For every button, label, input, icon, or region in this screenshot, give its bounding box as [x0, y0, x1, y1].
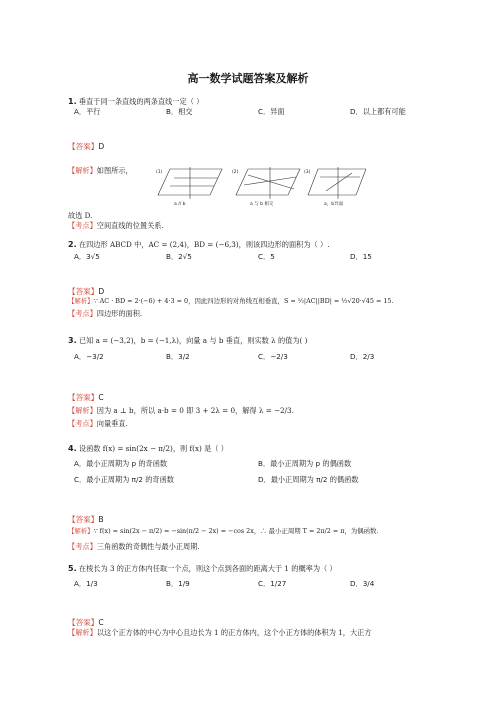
option-c: C．5	[258, 252, 275, 261]
fig-caption-1: a // b	[174, 202, 186, 207]
answer-tag: 【答案】	[68, 142, 99, 151]
analysis-line	[68, 297, 438, 306]
fig-caption-3: a，b异面	[324, 202, 344, 207]
analysis-tag: 【解析】	[68, 406, 97, 415]
conclusion-line: 故选 D.	[68, 211, 93, 220]
option-b: B．2√5	[166, 252, 192, 261]
answer-value: D	[98, 142, 105, 151]
fig-caption-2: a 与 b 相交	[250, 202, 274, 207]
option-a: A．−3/2	[74, 352, 104, 361]
option-d: D．以上都有可能	[350, 107, 406, 116]
analysis-text: ∵ AC · BD = 2·(−6) + 4·3 = 0，因此四边形的对角线互相垂直，	[93, 297, 284, 305]
option-a: A．平行	[74, 107, 101, 116]
option-c: C．最小正周期为 π/2 的奇函数	[74, 475, 174, 484]
analysis-tag: 【解析】	[68, 527, 94, 535]
option-d: D．最小正周期为 π/2 的偶函数	[258, 475, 359, 484]
answer-line	[68, 141, 104, 152]
plane-2	[236, 169, 300, 195]
question-4-stem	[68, 444, 438, 453]
question-text: 已知 a = (−3,2)，b = (−1,λ)，向量 a 与 b 垂直，则实数 λ 的值为( )	[78, 336, 308, 345]
option-b: B．相交	[166, 107, 193, 116]
point-tag: 【考点】	[68, 309, 97, 318]
answer-line	[68, 617, 104, 628]
point-tag: 【考点】	[68, 419, 97, 428]
question-number: 3.	[68, 336, 77, 345]
point-line	[68, 221, 438, 230]
analysis-text: 以这个正方体的中心为中心且边长为 1 的正方体内，这个小正方体的体积为 1，大正方	[96, 628, 372, 637]
answer-value: C	[98, 393, 104, 402]
question-number: 2.	[68, 240, 77, 249]
analysis-tag: 【解析】	[68, 166, 97, 175]
option-a: A．1/3	[74, 579, 98, 588]
question-text: 在四边形 ABCD 中，AC = (2,4)，BD = (−6,3)，则该四边形的面积为（ ）.	[78, 240, 330, 249]
question-number: 4.	[68, 444, 77, 453]
option-d: D．2/3	[350, 352, 375, 361]
question-4-options	[74, 459, 434, 499]
question-text: 设函数 f(x) = sin(2x − π/2)，则 f(x) 是（ ）	[78, 444, 228, 453]
answer-value: C	[98, 618, 104, 627]
line-b-2	[248, 175, 294, 189]
plane-3	[308, 169, 366, 195]
option-c: C．1/27	[258, 579, 287, 588]
answer-tag: 【答案】	[68, 618, 99, 627]
point-line	[68, 542, 438, 551]
question-2-stem	[68, 240, 438, 249]
option-a: A．最小正周期为 p 的奇函数	[74, 459, 168, 468]
option-c: C．−2/3	[258, 352, 288, 361]
analysis-line	[68, 527, 438, 536]
option-a: A．3√5	[74, 252, 100, 261]
fig-label-1: (1)	[156, 170, 163, 175]
point-text: 向量垂直.	[96, 419, 128, 428]
question-text: 在棱长为 3 的正方体内任取一个点，则这个点到各面的距离大于 1 的概率为（ ）	[78, 564, 337, 573]
point-tag: 【考点】	[68, 221, 97, 230]
question-3-stem	[68, 336, 438, 345]
option-b: B．3/2	[166, 352, 190, 361]
fig-label-3: (3)	[304, 170, 311, 175]
point-text: 四边形的面积.	[96, 309, 143, 318]
point-tag: 【考点】	[68, 542, 97, 551]
answer-line	[68, 514, 104, 525]
point-text: 空间直线的位置关系.	[96, 221, 164, 230]
analysis-text: 因为 a ⊥ b，所以 a·b = 0 即 3 + 2λ = 0，解得 λ = −2/3.	[96, 406, 294, 415]
answer-line	[68, 286, 104, 297]
answer-value: D	[98, 287, 105, 296]
question-5-stem	[68, 564, 438, 573]
option-b: B．1/9	[166, 579, 190, 588]
analysis-line	[68, 406, 438, 415]
option-d: D．3/4	[350, 579, 375, 588]
question-number: 5.	[68, 564, 77, 573]
option-c: C．异面	[258, 107, 285, 116]
point-line	[68, 309, 438, 318]
answer-tag: 【答案】	[68, 287, 99, 296]
answer-value: B	[98, 515, 104, 524]
analysis-line	[68, 628, 438, 637]
point-line	[68, 419, 438, 428]
answer-line	[68, 392, 104, 403]
answer-tag: 【答案】	[68, 515, 99, 524]
analysis-tag: 【解析】	[68, 628, 97, 637]
option-b: B．最小正周期为 p 的偶函数	[258, 459, 352, 468]
analysis-area-formula: S = ½|AC||BD| = ½√20·√45 = 15.	[283, 297, 394, 305]
option-d: D．15	[350, 252, 372, 261]
analysis-text: 如图所示，	[96, 166, 133, 175]
fig-label-2: (2)	[232, 170, 239, 175]
analysis-tag: 【解析】	[68, 297, 94, 305]
line-b-3	[326, 173, 352, 191]
question-text: 垂直于同一条直线的两条直线一定（ ）	[78, 97, 204, 106]
parallel-intersect-skew-figure	[156, 165, 366, 207]
question-number: 1.	[68, 97, 77, 106]
page-title: 高一数学试题答案及解析	[187, 72, 309, 85]
analysis-text: ∵ f(x) = sin(2x − π/2) = −sin(π/2 − 2x) = −cos 2x，∴ 最小正周期 T = 2π/2 = π，为偶函数.	[93, 527, 379, 535]
point-text: 三角函数的奇偶性与最小正周期.	[96, 542, 200, 551]
answer-tag: 【答案】	[68, 393, 99, 402]
question-1-stem	[68, 97, 438, 106]
